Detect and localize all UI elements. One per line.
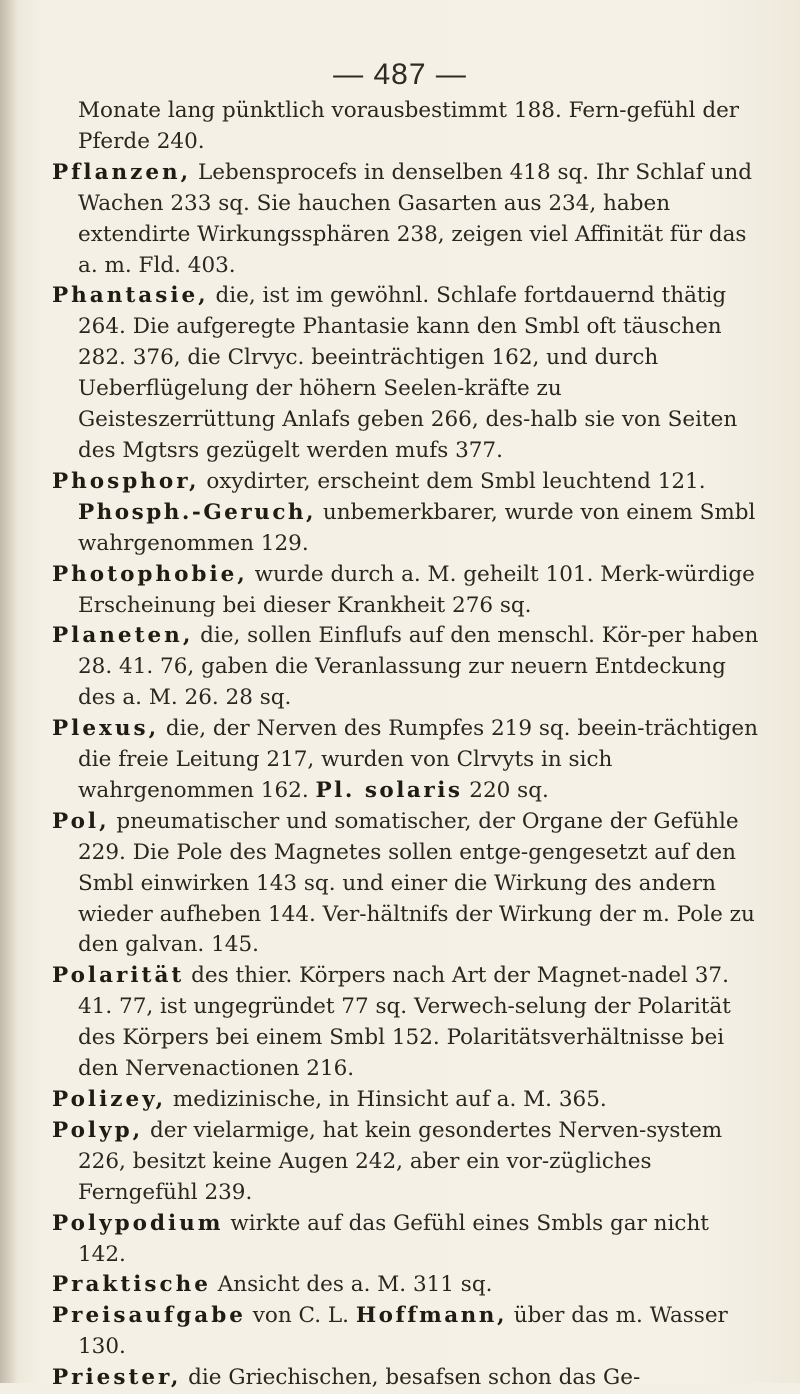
index-lemma: Pol, bbox=[52, 808, 110, 834]
index-entry bbox=[52, 1116, 762, 1209]
binding-shadow bbox=[0, 0, 18, 1383]
index-entry-text: pneumatischer und somatischer, der Organe der Gefühle 229. Die Pole des Magnetes sollen entge-gengesetzt auf den Smbl einwirken 143 sq. und einer die Wirkung des andern wieder aufheben 144. Ver-hältnifs der Wirkung der m. Pole zu den galvan. 145. bbox=[78, 808, 755, 958]
index-entry-text: medizinische, in Hinsicht auf a. M. 365. bbox=[166, 1087, 607, 1112]
index-entry bbox=[52, 281, 762, 466]
index-entry-text: Lebensprocefs in denselben 418 sq. Ihr Schlaf und Wachen 233 sq. Sie hauchen Gasarten aus 234, haben extendirte Wirkungssphären 238, zeigen viel Affinität für das a. m. Fld. 403. bbox=[78, 159, 752, 278]
index-sublemma: Pl. solaris bbox=[315, 777, 463, 803]
page-number: — 487 — bbox=[333, 58, 467, 91]
index-lemma: Planeten, bbox=[52, 623, 194, 649]
index-entry-text: der vielarmige, hat kein gesondertes Nerven-system 226, besitzt keine Augen 242, aber ein vor-zügliches Ferngefühl 239. bbox=[78, 1117, 723, 1205]
index-entry-text: die Griechischen, besafsen schon das Ge- bbox=[181, 1365, 641, 1391]
index-entry-text: die, der Nerven des Rumpfes 219 sq. beein-trächtigen die freie Leitung 217, wurden von Clrvyts in sich wahrgenommen 162. bbox=[78, 716, 758, 803]
index-entry-text: 220 sq. bbox=[462, 777, 549, 803]
index-entry-text: Ansicht des a. M. 311 sq. bbox=[210, 1272, 493, 1298]
index-lemma: Preisaufgabe bbox=[52, 1303, 246, 1329]
index-entry-text: die, ist im gewöhnl. Schlafe fortdauernd thätig 264. Die aufgeregte Phantasie kann den Smbl oft täuschen 282. 376, die Clrvyc. beeinträchtigen 162, und durch Ueberflügelung der höhern Seelen-kräfte zu Geisteszerrüttung Anlafs geben 266, des-halb sie von Seiten des Mgtsrs gezügelt werden mufs 377. bbox=[78, 283, 738, 463]
index-entry bbox=[52, 1085, 762, 1116]
index-entry bbox=[52, 1270, 762, 1301]
index-lemma: Polyp, bbox=[52, 1117, 144, 1143]
index-entry bbox=[52, 621, 762, 714]
index-entry-text: des thier. Körpers nach Art der Magnet-nadel 37. 41. 77, ist ungegründet 77 sq. Verwech-selung der Polarität des Körpers bei einem Smbl 152. Polaritätsverhältnisse bei den Nervenactionen 216. bbox=[78, 963, 731, 1082]
index-entry-text: über das m. Wasser 130. bbox=[78, 1303, 728, 1360]
index-entry bbox=[52, 1209, 762, 1271]
index-entry bbox=[52, 467, 762, 560]
index-entry-text: die, sollen Einflufs auf den menschl. Kör-per haben 28. 41. 76, gaben die Veranlassung zur neuern Entdeckung des a. M. 26. 28 sq. bbox=[78, 623, 759, 711]
index-entry bbox=[52, 714, 762, 807]
index-lemma: Phosphor, bbox=[52, 468, 200, 494]
index-entry bbox=[52, 1301, 762, 1363]
index-entry bbox=[52, 807, 762, 962]
index-entry bbox=[52, 96, 762, 158]
index-entry-text: wurde durch a. M. geheilt 101. Merk-würdige Erscheinung bei dieser Krankheit 276 sq. bbox=[78, 561, 755, 618]
index-entry-text: Monate lang pünktlich vorausbestimmt 188. Fern-gefühl der Pferde 240. bbox=[78, 98, 740, 154]
index-entry bbox=[52, 560, 762, 622]
index-lemma: Polypodium bbox=[52, 1210, 224, 1236]
index-entry-text: von C. L. bbox=[245, 1303, 356, 1329]
index-lemma: Polarität bbox=[52, 963, 185, 989]
index-entry bbox=[52, 1363, 762, 1394]
index-lemma: Polizey, bbox=[52, 1087, 167, 1112]
index-lemma: Priester, bbox=[52, 1365, 182, 1391]
index-entry-text: unbemerkbarer, wurde von einem Smbl wahrgenommen 129. bbox=[78, 499, 756, 556]
index-entry-text: wirkte auf das Gefühl eines Smbls gar nicht 142. bbox=[78, 1210, 709, 1267]
index-text-body bbox=[52, 96, 762, 1394]
index-entry bbox=[52, 961, 762, 1085]
index-entry bbox=[52, 158, 762, 282]
index-lemma: Plexus, bbox=[52, 716, 160, 742]
index-sublemma: Hoffmann, bbox=[355, 1303, 507, 1329]
index-entry-text: oxydirter, erscheint dem Smbl leuchtend 121. bbox=[199, 468, 706, 494]
index-lemma: Praktische bbox=[52, 1272, 211, 1298]
index-lemma: Pflanzen, bbox=[52, 159, 192, 185]
index-lemma: Phantasie, bbox=[52, 283, 209, 309]
index-sublemma: Phosph.-Geruch, bbox=[78, 499, 317, 525]
index-lemma: Photophobie, bbox=[52, 561, 248, 587]
